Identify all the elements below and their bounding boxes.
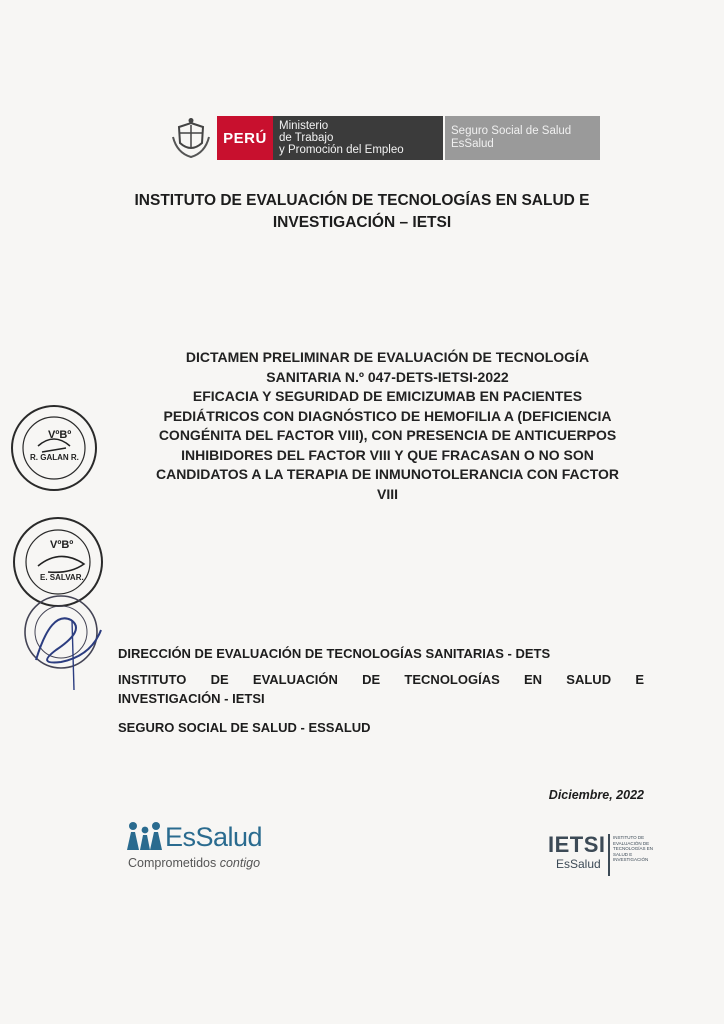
- ietsi-small-line: SALUD E: [613, 851, 633, 857]
- institute-title: [60, 190, 664, 234]
- dictamen-title: [115, 348, 660, 504]
- tagline-italic: contigo: [219, 856, 261, 870]
- tagline-text: Comprometidos: [128, 856, 217, 870]
- essalud-tagline: [128, 856, 260, 870]
- ietsi-line-1: INSTITUTO DE EVALUACIÓN DE TECNOLOGÍAS EN SALUD E: [118, 672, 644, 687]
- ietsi-wordmark: IETSI: [548, 832, 606, 857]
- document-date: Diciembre, 2022: [548, 788, 644, 802]
- essalud-line: EsSalud: [451, 138, 494, 150]
- dictamen-line: CANDIDATOS A LA TERAPIA DE INMUNOTOLERANCIA CON FACTOR: [155, 466, 620, 482]
- dets-line: DIRECCIÓN DE EVALUACIÓN DE TECNOLOGÍAS SANITARIAS - DETS: [118, 646, 551, 661]
- ietsi-small-line: INVESTIGACIÓN: [613, 857, 649, 863]
- family-icon: [125, 820, 165, 852]
- dictamen-line: INHIBIDORES DEL FACTOR VIII Y QUE FRACASAN O NO SON: [181, 446, 594, 463]
- ministry-line: y Promoción del Empleo: [279, 144, 404, 156]
- ietsi-small-line: TECNOLOGÍAS EN: [613, 846, 654, 852]
- ietsi-logo: [548, 832, 658, 882]
- approval-stamp-1: [8, 402, 100, 499]
- coat-of-arms-icon: [165, 116, 217, 160]
- peru-label: PERÚ: [217, 116, 273, 160]
- essalud-line: SEGURO SOCIAL DE SALUD - ESSALUD: [118, 720, 371, 735]
- dictamen-line: VIII: [376, 485, 398, 502]
- essalud-wordmark: EsSalud: [165, 822, 263, 852]
- dictamen-line: DICTAMEN PRELIMINAR DE EVALUACIÓN DE TECNOLOGÍA: [185, 349, 590, 365]
- title-line: INSTITUTO DE EVALUACIÓN DE TECNOLOGÍAS EN SALUD E: [134, 192, 590, 209]
- ietsi-small-line: EVALUACIÓN DE: [613, 840, 650, 846]
- ietsi-separator: [608, 834, 610, 876]
- essalud-line: Seguro Social de Salud: [451, 125, 572, 137]
- ietsi-line-2: INVESTIGACIÓN - IETSI: [118, 691, 265, 706]
- dictamen-line: PEDIÁTRICOS CON DIAGNÓSTICO DE HEMOFILIA A (DEFICIENCIA: [163, 407, 612, 424]
- dictamen-line: SANITARIA N.º 047-DETS-IETSI-2022: [266, 368, 509, 385]
- ietsi-small-line: INSTITUTO DE: [613, 835, 645, 840]
- ietsi-small-text: [613, 835, 659, 863]
- stamp-vb: VºBº: [50, 539, 74, 551]
- stamp-name: R. GALAN R.: [30, 453, 79, 462]
- essalud-label: [445, 116, 600, 160]
- dictamen-line: EFICACIA Y SEGURIDAD DE EMICIZUMAB EN PACIENTES: [192, 388, 583, 404]
- title-line: INVESTIGACIÓN – IETSI: [272, 214, 452, 231]
- ministry-label: [273, 116, 443, 160]
- ministry-line: Ministerio: [279, 120, 329, 132]
- government-banner: [165, 116, 600, 160]
- dictamen-line: CONGÉNITA DEL FACTOR VIII), CON PRESENCIA DE ANTICUERPOS: [158, 427, 617, 443]
- approval-stamp-3-signature: [16, 590, 116, 705]
- stamp-vb: VºBº: [48, 429, 72, 441]
- ietsi-subtitle: EsSalud: [556, 857, 601, 871]
- ministry-line: de Trabajo: [279, 132, 334, 144]
- stamp-name: E. SALVAR.: [40, 573, 84, 582]
